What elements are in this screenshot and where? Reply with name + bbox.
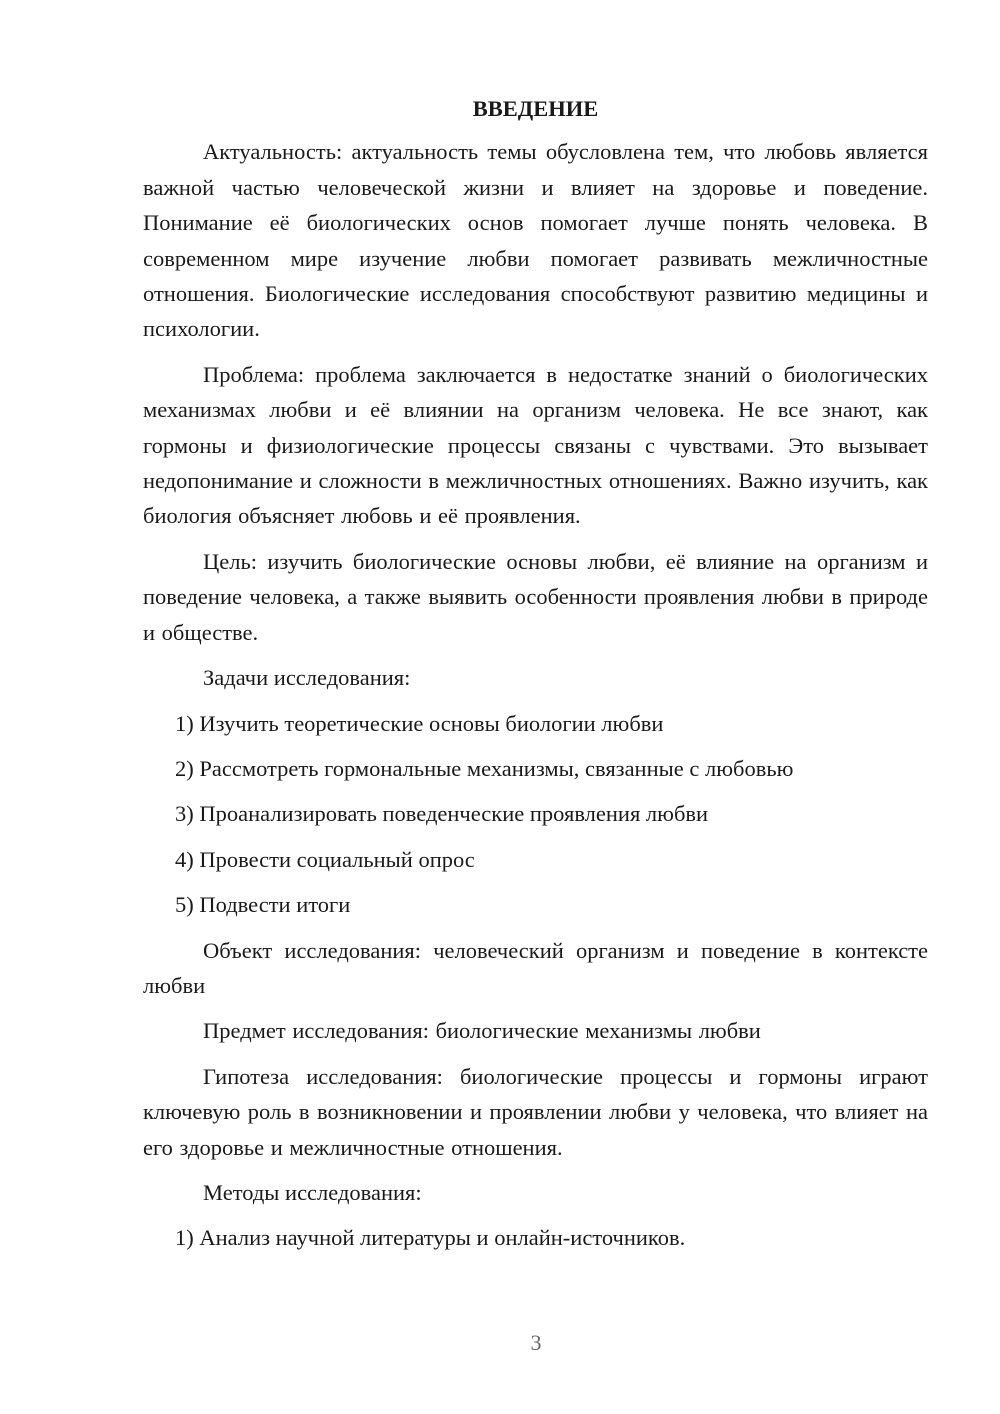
subject-paragraph: Предмет исследования: биологические механизмы любви <box>203 1018 761 1044</box>
task-item: 4) Провести социальный опрос <box>175 846 475 872</box>
method-item: 1) Анализ научной литературы и онлайн-источников. <box>175 1225 686 1251</box>
problem-paragraph: Проблема: проблема заключается в недостатке знаний о биологических механизмах любви и её влиянии на организм человека. Не все знают, как гормоны и физиологические процессы связаны с чувствами. Это вызывает недопонимание и сложности в межличностных отношениях. Важно изучить, как биология объясняет любовь и её проявления. <box>143 361 928 529</box>
hypothesis-paragraph: Гипотеза исследования: биологические процессы и гормоны играют ключевую роль в возникновении и проявлении любви у человека, что влияет на его здоровье и межличностные отношения. <box>143 1063 928 1160</box>
page-content <box>143 91 928 1266</box>
goal-paragraph: Цель: изучить биологические основы любви, её влияние на организм и поведение человека, а также выявить особенности проявления любви в природе и обществе. <box>143 548 928 645</box>
section-title: ВВЕДЕНИЕ <box>472 96 599 121</box>
object-paragraph: Объект исследования: человеческий организм и поведение в контексте любви <box>143 937 928 998</box>
task-item: 3) Проанализировать поведенческие проявления любви <box>175 801 709 827</box>
methods-heading: Методы исследования: <box>203 1179 422 1205</box>
page-number: 3 <box>530 1330 542 1355</box>
task-item: 1) Изучить теоретические основы биологии любви <box>175 710 664 736</box>
task-item: 5) Подвести итоги <box>175 892 351 918</box>
task-item: 2) Рассмотреть гормональные механизмы, связанные с любовью <box>175 755 794 781</box>
tasks-heading: Задачи исследования: <box>203 665 411 691</box>
relevance-paragraph: Актуальность: актуальность темы обусловлена тем, что любовь является важной частью человеческой жизни и влияет на здоровье и поведение. Понимание её биологических основ помогает лучше понять человека. В современном мире изучение любви помогает развивать межличностные отношения. Биологические исследования способствуют развитию медицины и психологии. <box>143 139 928 342</box>
